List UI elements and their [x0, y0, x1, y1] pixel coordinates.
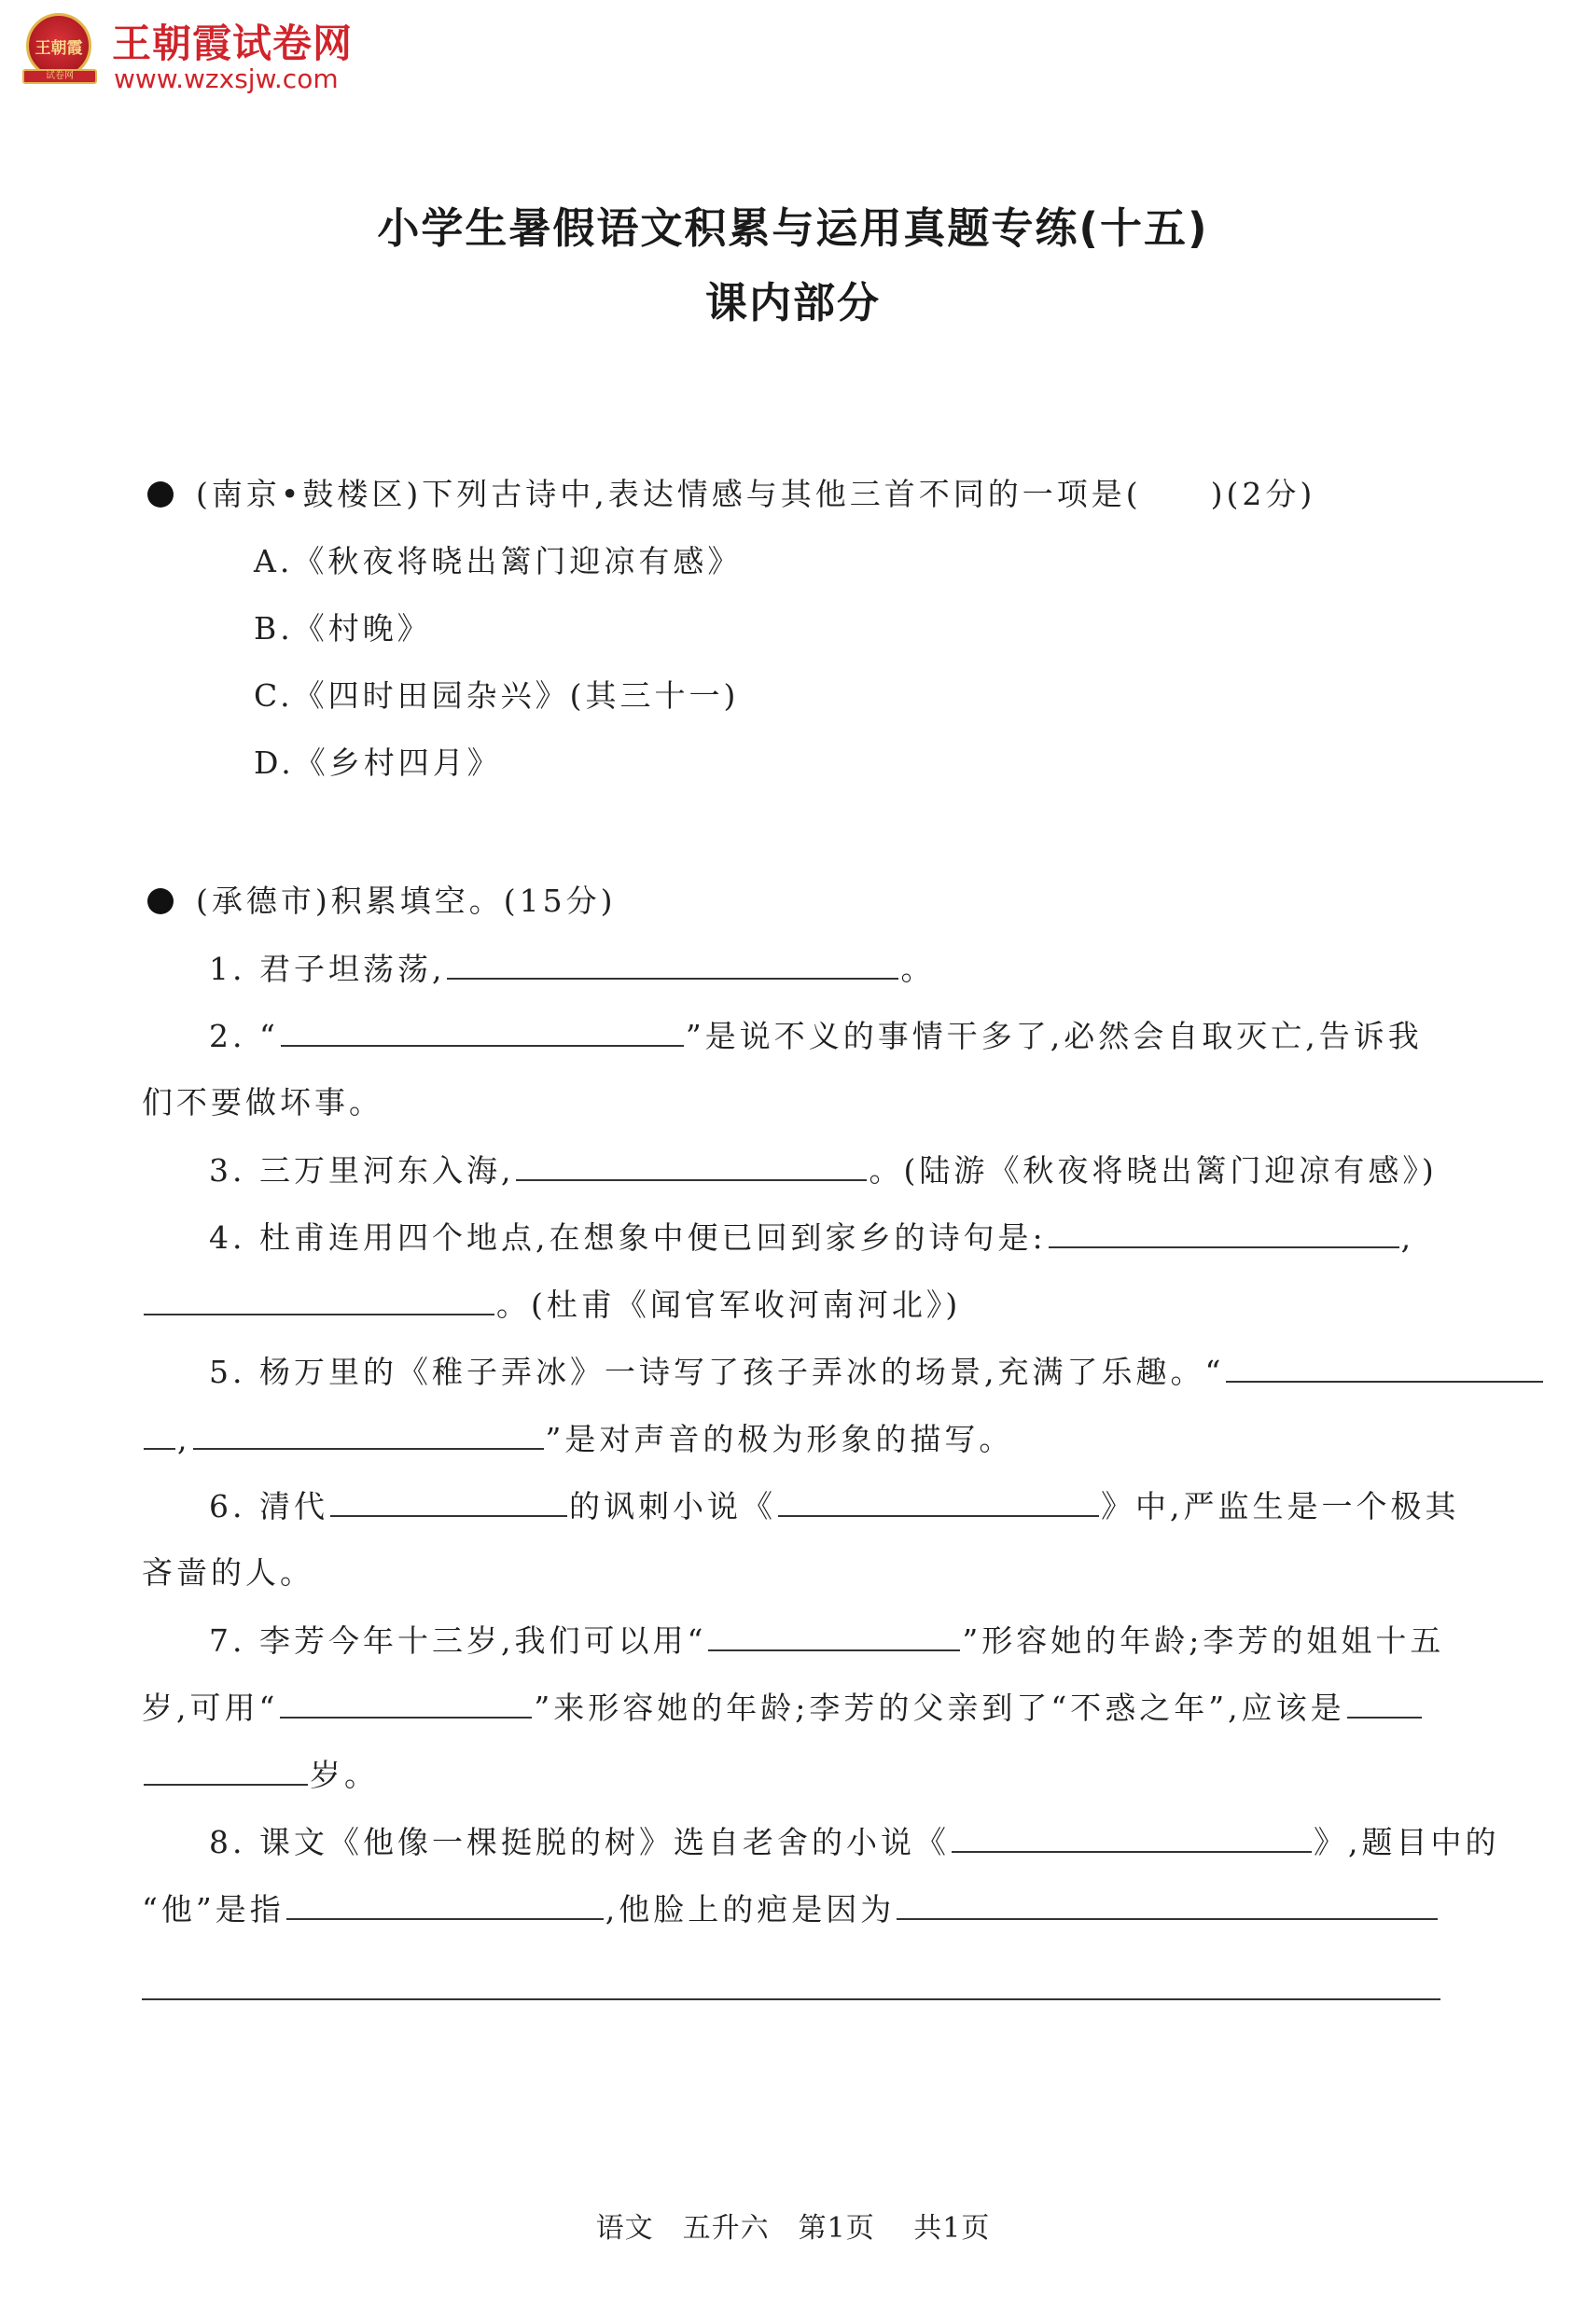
item-text: 8. 课文《他像一棵挺脱的树》选自老舍的小说《	[209, 1824, 950, 1860]
item-text: 》,题目中的	[1313, 1824, 1500, 1860]
seal-ribbon: 试卷网	[22, 69, 97, 84]
item-text: 。	[900, 951, 936, 987]
fill-item-5-cont	[142, 1420, 1013, 1458]
answer-blank[interactable]	[897, 1890, 1438, 1920]
fill-item-7-cont2	[142, 1756, 379, 1794]
fill-item-4	[209, 1218, 1414, 1257]
item-text: ”来形容她的年龄;李芳的父亲到了“不惑之年”,应该是	[534, 1690, 1345, 1726]
fill-item-2	[209, 1017, 1423, 1055]
option-d: D.《乡村四月》	[254, 745, 502, 781]
answer-blank[interactable]	[286, 1890, 604, 1920]
option-c: C.《四时田园杂兴》(其三十一)	[254, 677, 740, 714]
seal-text: 王朝霞	[35, 38, 83, 58]
answer-blank[interactable]	[1226, 1353, 1543, 1383]
item-text: 。(杜甫《闻官军收河南河北》)	[496, 1287, 962, 1323]
fill-item-5	[209, 1353, 1545, 1391]
fill-item-6-cont: 吝啬的人。	[142, 1554, 314, 1591]
item-text: ,	[177, 1421, 191, 1457]
fill-item-1	[209, 950, 935, 988]
item-text: 3. 三万里河东入海,	[209, 1152, 515, 1189]
site-name: 王朝霞试卷网	[112, 21, 354, 66]
answer-blank[interactable]	[516, 1151, 867, 1181]
fill-item-7	[209, 1621, 1444, 1660]
item-text: 2. “	[209, 1018, 279, 1054]
answer-line[interactable]	[142, 1998, 1440, 2000]
fill-item-7-cont	[142, 1689, 1424, 1727]
answer-blank[interactable]	[952, 1823, 1312, 1853]
item-text: ”是说不义的事情干多了,必然会自取灭亡,告诉我	[685, 1018, 1423, 1054]
fill-item-8-cont	[142, 1890, 1440, 1928]
fill-item-2-cont: 们不要做坏事。	[142, 1084, 383, 1120]
bullet-icon	[147, 888, 174, 914]
item-text: ,他脸上的疤是因为	[605, 1891, 896, 1927]
document-title: 小学生暑假语文积累与运用真题专练(十五)	[377, 203, 1209, 253]
document-subtitle: 课内部分	[704, 278, 881, 327]
answer-blank[interactable]	[281, 1017, 684, 1047]
question-1-stem: (南京•鼓楼区)下列古诗中,表达情感与其他三首不同的一项是( )(2分)	[196, 476, 1316, 512]
item-text: 》中,严监生是一个极其	[1100, 1488, 1460, 1524]
page-footer: 语文 五升六 第1页 共1页	[595, 2212, 991, 2245]
item-text: 的讽刺小说《	[568, 1488, 776, 1524]
answer-blank[interactable]	[447, 950, 898, 980]
site-url[interactable]: www.wzxsjw.com	[114, 63, 339, 94]
answer-blank[interactable]	[144, 1286, 494, 1315]
answer-blank[interactable]	[778, 1487, 1099, 1517]
item-text: “他”是指	[142, 1891, 285, 1927]
item-text: 6. 清代	[209, 1488, 328, 1524]
item-text: 5. 杨万里的《稚子弄冰》一诗写了孩子弄冰的场景,充满了乐趣。“	[209, 1354, 1225, 1390]
item-text: ”是对声音的极为形象的描写。	[545, 1421, 1014, 1457]
fill-item-8	[209, 1823, 1499, 1861]
item-text: 岁,可用“	[142, 1690, 279, 1726]
site-logo	[26, 13, 399, 106]
item-text: 。(陆游《秋夜将晓出篱门迎凉有感》)	[869, 1152, 1438, 1189]
item-text: 4. 杜甫连用四个地点,在想象中便已回到家乡的诗句是:	[209, 1219, 1047, 1256]
question-2-stem: (承德市)积累填空。(15分)	[196, 883, 617, 919]
answer-blank[interactable]	[193, 1420, 544, 1450]
item-text: ,	[1400, 1219, 1415, 1256]
answer-blank[interactable]	[330, 1487, 567, 1517]
answer-blank[interactable]	[144, 1756, 308, 1786]
answer-blank[interactable]	[708, 1621, 960, 1651]
answer-blank[interactable]	[144, 1420, 175, 1450]
option-b: B.《村晚》	[254, 610, 432, 647]
item-text: 1. 君子坦荡荡,	[209, 951, 446, 987]
answer-blank[interactable]	[1049, 1218, 1399, 1248]
option-a: A.《秋夜将晓出篱门迎凉有感》	[254, 543, 743, 579]
fill-item-3	[209, 1151, 1438, 1190]
item-text: 7. 李芳今年十三岁,我们可以用“	[209, 1622, 707, 1659]
bullet-icon	[147, 481, 174, 508]
item-text: 岁。	[310, 1757, 379, 1793]
item-text: ”形容她的年龄;李芳的姐姐十五	[962, 1622, 1445, 1659]
answer-blank[interactable]	[1347, 1689, 1422, 1719]
answer-blank[interactable]	[280, 1689, 532, 1719]
fill-item-6	[209, 1487, 1459, 1525]
fill-item-4-cont	[142, 1286, 961, 1324]
